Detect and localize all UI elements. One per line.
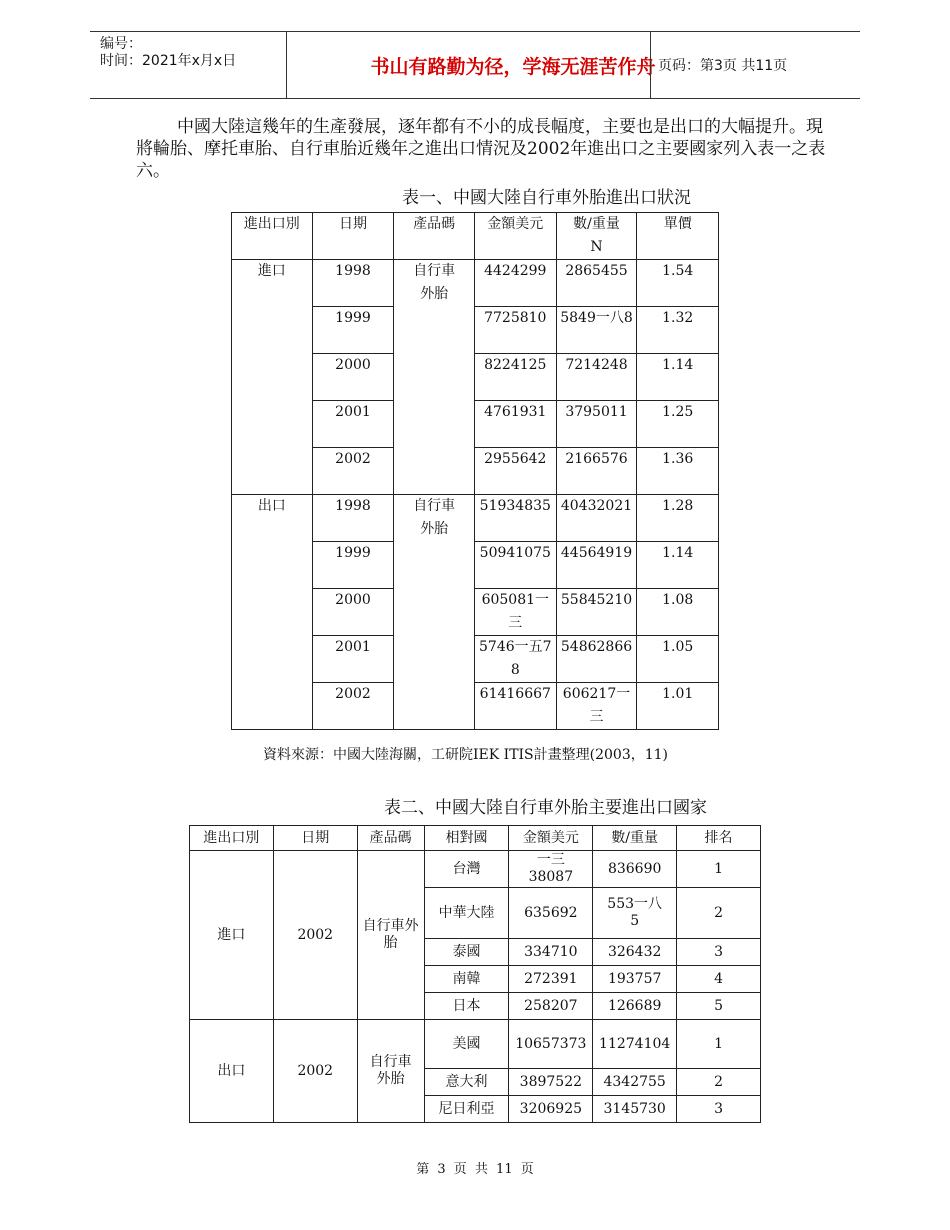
table-row bbox=[190, 1020, 761, 1069]
table2 bbox=[189, 825, 761, 1123]
table2-header-cell: 金額美元 bbox=[509, 826, 593, 851]
quantity-cell: 3145730 bbox=[593, 1096, 677, 1123]
product-cell: 自行車 外胎 bbox=[357, 1020, 424, 1123]
quantity-cell: 836690 bbox=[593, 851, 677, 888]
table2-header-cell: 日期 bbox=[273, 826, 357, 851]
amount-cell: 2955642 bbox=[475, 448, 557, 495]
quantity-cell: 193757 bbox=[593, 966, 677, 993]
country-cell: 泰國 bbox=[424, 939, 509, 966]
year-cell: 1998 bbox=[312, 495, 394, 542]
quantity-cell: 7214248 bbox=[556, 354, 637, 401]
quantity-cell: 553一八 5 bbox=[593, 888, 677, 939]
price-cell: 1.28 bbox=[637, 495, 719, 542]
country-cell: 台灣 bbox=[424, 851, 509, 888]
amount-cell: 3206925 bbox=[509, 1096, 593, 1123]
country-cell: 南韓 bbox=[424, 966, 509, 993]
year-cell: 2002 bbox=[273, 1020, 357, 1123]
header-meta bbox=[100, 36, 285, 70]
year-cell: 1998 bbox=[312, 260, 394, 307]
table-row bbox=[232, 260, 719, 307]
table2-header-cell: 進出口別 bbox=[190, 826, 274, 851]
amount-cell: 一三 38087 bbox=[509, 851, 593, 888]
amount-cell: 61416667 bbox=[475, 683, 557, 730]
year-cell: 2000 bbox=[312, 589, 394, 636]
year-cell: 1999 bbox=[312, 307, 394, 354]
quantity-cell: 40432021 bbox=[556, 495, 637, 542]
price-cell: 1.08 bbox=[637, 589, 719, 636]
year-cell: 1999 bbox=[312, 542, 394, 589]
quantity-cell: 55845210 bbox=[556, 589, 637, 636]
table1-header-cell: 數/重量 N bbox=[556, 213, 637, 260]
year-cell: 2001 bbox=[312, 401, 394, 448]
rank-cell: 2 bbox=[677, 888, 761, 939]
quantity-cell: 606217一三 bbox=[556, 683, 637, 730]
quantity-cell: 2865455 bbox=[556, 260, 637, 307]
amount-cell: 3897522 bbox=[509, 1069, 593, 1096]
quantity-cell: 5849一八8 bbox=[556, 307, 637, 354]
year-cell: 2002 bbox=[312, 683, 394, 730]
amount-cell: 7725810 bbox=[475, 307, 557, 354]
country-cell: 意大利 bbox=[424, 1069, 509, 1096]
rank-cell: 4 bbox=[677, 966, 761, 993]
year-cell: 2001 bbox=[312, 636, 394, 683]
price-cell: 1.14 bbox=[637, 354, 719, 401]
country-cell: 尼日利亞 bbox=[424, 1096, 509, 1123]
price-cell: 1.01 bbox=[637, 683, 719, 730]
table1-header-cell: 進出口別 bbox=[232, 213, 313, 260]
quantity-cell: 11274104 bbox=[593, 1020, 677, 1069]
table-row bbox=[190, 851, 761, 888]
amount-cell: 4424299 bbox=[475, 260, 557, 307]
price-cell: 1.32 bbox=[637, 307, 719, 354]
amount-cell: 258207 bbox=[509, 993, 593, 1020]
price-cell: 1.25 bbox=[637, 401, 719, 448]
product-cell: 自行車 外胎 bbox=[394, 495, 475, 730]
rank-cell: 5 bbox=[677, 993, 761, 1020]
quantity-cell: 4342755 bbox=[593, 1069, 677, 1096]
table1-header-cell: 日期 bbox=[312, 213, 394, 260]
header-number: 编号： bbox=[100, 36, 142, 52]
quantity-cell: 44564919 bbox=[556, 542, 637, 589]
country-cell: 美國 bbox=[424, 1020, 509, 1069]
rank-cell: 1 bbox=[677, 1020, 761, 1069]
product-cell: 自行車 外胎 bbox=[394, 260, 475, 495]
table1-caption: 表一、中國大陸自行車外胎進出口狀況 bbox=[402, 188, 691, 208]
table-row bbox=[232, 495, 719, 542]
header-page-number: 页码：第3页 共11页 bbox=[658, 58, 788, 74]
quantity-cell: 2166576 bbox=[556, 448, 637, 495]
quantity-cell: 326432 bbox=[593, 939, 677, 966]
page-footer: 第 3 页 共 11 页 bbox=[416, 1162, 534, 1177]
table2-header-cell: 相對國 bbox=[424, 826, 509, 851]
year-cell: 2002 bbox=[312, 448, 394, 495]
table1-header-cell: 金額美元 bbox=[475, 213, 557, 260]
trade-type-cell: 進口 bbox=[190, 851, 274, 1020]
table2-header-cell: 產品碼 bbox=[357, 826, 424, 851]
country-cell: 中華大陸 bbox=[424, 888, 509, 939]
rank-cell: 3 bbox=[677, 939, 761, 966]
page-header bbox=[90, 31, 860, 99]
price-cell: 1.54 bbox=[637, 260, 719, 307]
country-cell: 日本 bbox=[424, 993, 509, 1020]
intro-paragraph: 中國大陸這幾年的生產發展，逐年都有不小的成長幅度，主要也是出口的大幅提升。現將輪胎、摩托車胎、自行車胎近幾年之進出口情況及2002年進出口之主要國家列入表一之表六。 bbox=[136, 117, 826, 181]
amount-cell: 51934835 bbox=[475, 495, 557, 542]
amount-cell: 5746一五78 bbox=[475, 636, 557, 683]
rank-cell: 3 bbox=[677, 1096, 761, 1123]
table2-header-cell: 數/重量 bbox=[593, 826, 677, 851]
year-cell: 2002 bbox=[273, 851, 357, 1020]
quantity-cell: 3795011 bbox=[556, 401, 637, 448]
trade-type-cell: 進口 bbox=[232, 260, 313, 495]
table1-header-cell: 單價 bbox=[637, 213, 719, 260]
price-cell: 1.36 bbox=[637, 448, 719, 495]
quantity-cell: 54862866 bbox=[556, 636, 637, 683]
amount-cell: 50941075 bbox=[475, 542, 557, 589]
year-cell: 2000 bbox=[312, 354, 394, 401]
table2-header-cell: 排名 bbox=[677, 826, 761, 851]
price-cell: 1.05 bbox=[637, 636, 719, 683]
amount-cell: 605081一三 bbox=[475, 589, 557, 636]
quantity-cell: 126689 bbox=[593, 993, 677, 1020]
amount-cell: 4761931 bbox=[475, 401, 557, 448]
table2-caption: 表二、中國大陸自行車外胎主要進出口國家 bbox=[384, 798, 707, 818]
table1-header-row bbox=[232, 213, 719, 260]
table1 bbox=[231, 212, 719, 730]
amount-cell: 334710 bbox=[509, 939, 593, 966]
amount-cell: 10657373 bbox=[509, 1020, 593, 1069]
trade-type-cell: 出口 bbox=[190, 1020, 274, 1123]
amount-cell: 272391 bbox=[509, 966, 593, 993]
product-cell: 自行車外 胎 bbox=[357, 851, 424, 1020]
amount-cell: 8224125 bbox=[475, 354, 557, 401]
table2-header-row bbox=[190, 826, 761, 851]
table1-source: 資料來源：中國大陸海關，工研院IEK ITIS計畫整理(2003，11) bbox=[263, 747, 669, 763]
table1-header-cell: 產品碼 bbox=[394, 213, 475, 260]
header-date: 时间：2021年x月x日 bbox=[100, 53, 237, 69]
price-cell: 1.14 bbox=[637, 542, 719, 589]
header-motto: 书山有路勤为径，学海无涯苦作舟 bbox=[370, 55, 656, 78]
trade-type-cell: 出口 bbox=[232, 495, 313, 730]
rank-cell: 1 bbox=[677, 851, 761, 888]
rank-cell: 2 bbox=[677, 1069, 761, 1096]
amount-cell: 635692 bbox=[509, 888, 593, 939]
